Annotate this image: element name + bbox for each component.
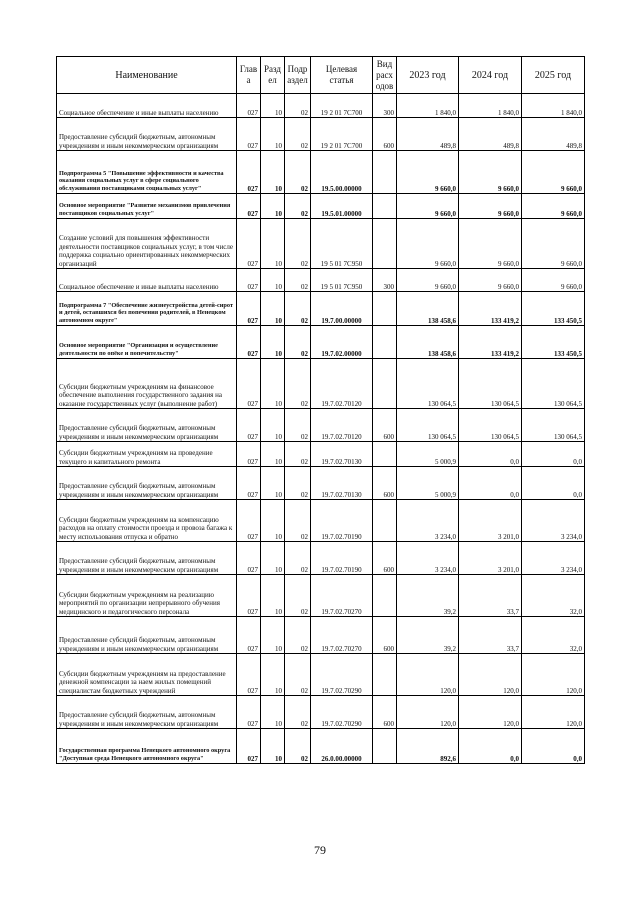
cell-podrazdel: 02 <box>285 409 311 442</box>
cell-vid <box>373 442 397 467</box>
cell-2024: 120,0 <box>459 654 522 696</box>
cell-2023: 3 234,0 <box>397 542 459 575</box>
header-2024: 2024 год <box>459 57 522 94</box>
cell-2023: 9 660,0 <box>397 194 459 219</box>
cell-razdel: 10 <box>261 500 285 542</box>
cell-2024: 1 840,0 <box>459 94 522 118</box>
cell-razdel: 10 <box>261 359 285 409</box>
cell-2025: 130 064,5 <box>522 409 585 442</box>
table-row <box>57 442 585 467</box>
table-row <box>57 654 585 696</box>
cell-2023: 120,0 <box>397 696 459 729</box>
cell-razdel: 10 <box>261 118 285 151</box>
cell-name: Подпрограмма 5 "Повышение эффективности и качества оказания социальных услуг в сфере социального обслуживания поставщиками социальных услуг" <box>57 151 237 194</box>
cell-glava: 027 <box>237 729 261 764</box>
cell-target: 19 2 01 7С700 <box>311 94 373 118</box>
cell-2023: 1 840,0 <box>397 94 459 118</box>
header-podrazdel: Подр аздел <box>285 57 311 94</box>
cell-2023: 9 660,0 <box>397 219 459 269</box>
cell-target: 19.7.02.70190 <box>311 542 373 575</box>
cell-vid <box>373 292 397 326</box>
cell-podrazdel: 02 <box>285 696 311 729</box>
cell-target: 19.7.02.70270 <box>311 617 373 654</box>
cell-2025: 0,0 <box>522 442 585 467</box>
cell-2024: 133 419,2 <box>459 292 522 326</box>
cell-razdel: 10 <box>261 617 285 654</box>
cell-2025: 9 660,0 <box>522 269 585 292</box>
cell-2025: 1 840,0 <box>522 94 585 118</box>
cell-2025: 3 234,0 <box>522 542 585 575</box>
table-row <box>57 500 585 542</box>
cell-2023: 138 458,6 <box>397 326 459 359</box>
cell-vid <box>373 326 397 359</box>
cell-2025: 0,0 <box>522 729 585 764</box>
cell-razdel: 10 <box>261 292 285 326</box>
cell-2023: 130 064,5 <box>397 359 459 409</box>
cell-target: 26.0.00.00000 <box>311 729 373 764</box>
cell-glava: 027 <box>237 194 261 219</box>
cell-2023: 489,8 <box>397 118 459 151</box>
cell-razdel: 10 <box>261 326 285 359</box>
cell-name: Социальное обеспечение и иные выплаты населению <box>57 269 237 292</box>
header-razdel: Разд ел <box>261 57 285 94</box>
cell-2023: 5 000,9 <box>397 467 459 500</box>
cell-2025: 0,0 <box>522 467 585 500</box>
cell-razdel: 10 <box>261 696 285 729</box>
cell-2023: 892,6 <box>397 729 459 764</box>
cell-target: 19.7.02.00000 <box>311 326 373 359</box>
table-row <box>57 269 585 292</box>
cell-2024: 133 419,2 <box>459 326 522 359</box>
cell-podrazdel: 02 <box>285 292 311 326</box>
cell-glava: 027 <box>237 359 261 409</box>
cell-podrazdel: 02 <box>285 729 311 764</box>
cell-2025: 133 450,5 <box>522 326 585 359</box>
table-row <box>57 326 585 359</box>
cell-name: Предоставление субсидий бюджетным, автономным учреждениям и иным некоммерческим организациям <box>57 467 237 500</box>
cell-glava: 027 <box>237 442 261 467</box>
cell-target: 19.7.02.70190 <box>311 500 373 542</box>
cell-podrazdel: 02 <box>285 118 311 151</box>
cell-podrazdel: 02 <box>285 151 311 194</box>
table-row <box>57 359 585 409</box>
cell-2024: 0,0 <box>459 442 522 467</box>
cell-2025: 9 660,0 <box>522 194 585 219</box>
table-header <box>57 57 585 94</box>
table-row <box>57 467 585 500</box>
header-target: Целевая статья <box>311 57 373 94</box>
cell-2025: 32,0 <box>522 617 585 654</box>
cell-vid <box>373 575 397 617</box>
cell-2023: 3 234,0 <box>397 500 459 542</box>
table-row <box>57 575 585 617</box>
cell-2023: 138 458,6 <box>397 292 459 326</box>
cell-target: 19.7.02.70290 <box>311 654 373 696</box>
header-2023: 2023 год <box>397 57 459 94</box>
cell-2024: 9 660,0 <box>459 219 522 269</box>
cell-razdel: 10 <box>261 94 285 118</box>
cell-razdel: 10 <box>261 467 285 500</box>
cell-2023: 5 000,9 <box>397 442 459 467</box>
cell-2024: 9 660,0 <box>459 269 522 292</box>
cell-target: 19.7.02.70130 <box>311 442 373 467</box>
cell-glava: 027 <box>237 409 261 442</box>
cell-name: Предоставление субсидий бюджетным, автономным учреждениям и иным некоммерческим организациям <box>57 617 237 654</box>
cell-vid: 600 <box>373 409 397 442</box>
cell-2024: 489,8 <box>459 118 522 151</box>
cell-vid: 300 <box>373 94 397 118</box>
cell-glava: 027 <box>237 696 261 729</box>
table-row <box>57 194 585 219</box>
cell-2024: 3 201,0 <box>459 542 522 575</box>
cell-razdel: 10 <box>261 269 285 292</box>
cell-podrazdel: 02 <box>285 654 311 696</box>
cell-name: Предоставление субсидий бюджетным, автономным учреждениям и иным некоммерческим организациям <box>57 542 237 575</box>
cell-2023: 130 064,5 <box>397 409 459 442</box>
cell-2025: 9 660,0 <box>522 151 585 194</box>
cell-vid <box>373 654 397 696</box>
cell-2025: 3 234,0 <box>522 500 585 542</box>
cell-2024: 0,0 <box>459 467 522 500</box>
cell-glava: 027 <box>237 269 261 292</box>
header-glava: Глав а <box>237 57 261 94</box>
cell-razdel: 10 <box>261 442 285 467</box>
cell-podrazdel: 02 <box>285 219 311 269</box>
cell-vid <box>373 194 397 219</box>
cell-target: 19.7.02.70130 <box>311 467 373 500</box>
cell-target: 19.7.02.70120 <box>311 359 373 409</box>
cell-glava: 027 <box>237 542 261 575</box>
cell-2024: 0,0 <box>459 729 522 764</box>
cell-2024: 120,0 <box>459 696 522 729</box>
cell-podrazdel: 02 <box>285 542 311 575</box>
cell-target: 19 5 01 7С950 <box>311 219 373 269</box>
cell-2024: 9 660,0 <box>459 194 522 219</box>
table-row <box>57 151 585 194</box>
cell-2024: 130 064,5 <box>459 359 522 409</box>
cell-podrazdel: 02 <box>285 617 311 654</box>
cell-2025: 130 064,5 <box>522 359 585 409</box>
cell-2023: 9 660,0 <box>397 269 459 292</box>
table-row <box>57 409 585 442</box>
cell-razdel: 10 <box>261 194 285 219</box>
cell-2024: 130 064,5 <box>459 409 522 442</box>
cell-glava: 027 <box>237 219 261 269</box>
cell-podrazdel: 02 <box>285 467 311 500</box>
cell-target: 19 5 01 7С950 <box>311 269 373 292</box>
cell-name: Субсидии бюджетным учреждениям на финансовое обеспечение выполнения государственного задания на оказание государственных услуг (выполнение работ) <box>57 359 237 409</box>
cell-glava: 027 <box>237 575 261 617</box>
cell-name: Субсидии бюджетным учреждениям на предоставление денежной компенсации за наем жилых помещений специалистам бюджетных учреждений <box>57 654 237 696</box>
cell-name: Основное мероприятие "Развитие механизмов привлечения поставщиков социальных услуг" <box>57 194 237 219</box>
cell-2023: 120,0 <box>397 654 459 696</box>
header-name: Наименование <box>57 57 237 94</box>
table-row <box>57 94 585 118</box>
cell-glava: 027 <box>237 500 261 542</box>
cell-2025: 133 450,5 <box>522 292 585 326</box>
cell-vid <box>373 500 397 542</box>
cell-name: Субсидии бюджетным учреждениям на реализацию мероприятий по организации непрерывного обучения медицинского и педагогического персонала <box>57 575 237 617</box>
table-row <box>57 696 585 729</box>
cell-name: Субсидии бюджетным учреждениям на компенсацию расходов на оплату стоимости проезда и провоза багажа к месту использования отпуска и обратно <box>57 500 237 542</box>
cell-glava: 027 <box>237 617 261 654</box>
cell-2025: 120,0 <box>522 654 585 696</box>
page-number: 79 <box>314 843 326 857</box>
cell-2023: 39,2 <box>397 575 459 617</box>
cell-razdel: 10 <box>261 151 285 194</box>
cell-glava: 027 <box>237 118 261 151</box>
cell-2024: 9 660,0 <box>459 151 522 194</box>
cell-podrazdel: 02 <box>285 575 311 617</box>
cell-razdel: 10 <box>261 575 285 617</box>
cell-name: Предоставление субсидий бюджетным, автономным учреждениям и иным некоммерческим организациям <box>57 118 237 151</box>
cell-vid: 600 <box>373 118 397 151</box>
cell-podrazdel: 02 <box>285 442 311 467</box>
cell-2025: 9 660,0 <box>522 219 585 269</box>
cell-name: Субсидии бюджетным учреждениям на проведение текущего и капитального ремонта <box>57 442 237 467</box>
cell-name: Государственная программа Ненецкого автономного округа "Доступная среда Ненецкого автономного округа" <box>57 729 237 764</box>
cell-glava: 027 <box>237 151 261 194</box>
cell-2023: 39,2 <box>397 617 459 654</box>
cell-glava: 027 <box>237 467 261 500</box>
table-row <box>57 542 585 575</box>
cell-vid <box>373 729 397 764</box>
cell-razdel: 10 <box>261 219 285 269</box>
cell-podrazdel: 02 <box>285 326 311 359</box>
cell-glava: 027 <box>237 292 261 326</box>
cell-2024: 33,7 <box>459 617 522 654</box>
table-row <box>57 729 585 764</box>
cell-podrazdel: 02 <box>285 500 311 542</box>
cell-vid: 600 <box>373 617 397 654</box>
cell-name: Предоставление субсидий бюджетным, автономным учреждениям и иным некоммерческим организациям <box>57 696 237 729</box>
cell-razdel: 10 <box>261 729 285 764</box>
cell-2025: 32,0 <box>522 575 585 617</box>
cell-razdel: 10 <box>261 409 285 442</box>
cell-glava: 027 <box>237 326 261 359</box>
cell-target: 19.7.02.70290 <box>311 696 373 729</box>
cell-vid: 600 <box>373 542 397 575</box>
budget-table <box>56 56 585 764</box>
cell-glava: 027 <box>237 654 261 696</box>
cell-podrazdel: 02 <box>285 94 311 118</box>
cell-target: 19 2 01 7С700 <box>311 118 373 151</box>
cell-name: Предоставление субсидий бюджетным, автономным учреждениям и иным некоммерческим организациям <box>57 409 237 442</box>
cell-name: Создание условий для повышения эффективности деятельности поставщиков социальных услуг, в том числе поддержка социально ориентированных некоммерческих организаций <box>57 219 237 269</box>
cell-target: 19.7.02.70270 <box>311 575 373 617</box>
cell-2025: 489,8 <box>522 118 585 151</box>
header-2025: 2025 год <box>522 57 585 94</box>
cell-target: 19.7.02.70120 <box>311 409 373 442</box>
table-body <box>57 94 585 764</box>
cell-vid <box>373 359 397 409</box>
table-row <box>57 219 585 269</box>
cell-2024: 33,7 <box>459 575 522 617</box>
header-vid: Вид расх одов <box>373 57 397 94</box>
cell-vid: 600 <box>373 467 397 500</box>
cell-name: Социальное обеспечение и иные выплаты населению <box>57 94 237 118</box>
cell-razdel: 10 <box>261 654 285 696</box>
cell-vid <box>373 151 397 194</box>
cell-vid <box>373 219 397 269</box>
table-row <box>57 617 585 654</box>
cell-podrazdel: 02 <box>285 269 311 292</box>
cell-razdel: 10 <box>261 542 285 575</box>
cell-2025: 120,0 <box>522 696 585 729</box>
cell-2024: 3 201,0 <box>459 500 522 542</box>
table-row <box>57 118 585 151</box>
cell-target: 19.5.01.00000 <box>311 194 373 219</box>
cell-name: Подпрограмма 7 "Обеспечение жизнеустройства детей-сирот и детей, оставшихся без попечения родителей, в Ненецком автономном округе" <box>57 292 237 326</box>
cell-2023: 9 660,0 <box>397 151 459 194</box>
header-row <box>57 57 585 94</box>
cell-target: 19.7.00.00000 <box>311 292 373 326</box>
cell-target: 19.5.00.00000 <box>311 151 373 194</box>
cell-podrazdel: 02 <box>285 194 311 219</box>
cell-vid: 600 <box>373 696 397 729</box>
cell-podrazdel: 02 <box>285 359 311 409</box>
cell-name: Основное мероприятие "Организация и осуществление деятельности по опёке и попечительству" <box>57 326 237 359</box>
cell-glava: 027 <box>237 94 261 118</box>
table-row <box>57 292 585 326</box>
cell-vid: 300 <box>373 269 397 292</box>
